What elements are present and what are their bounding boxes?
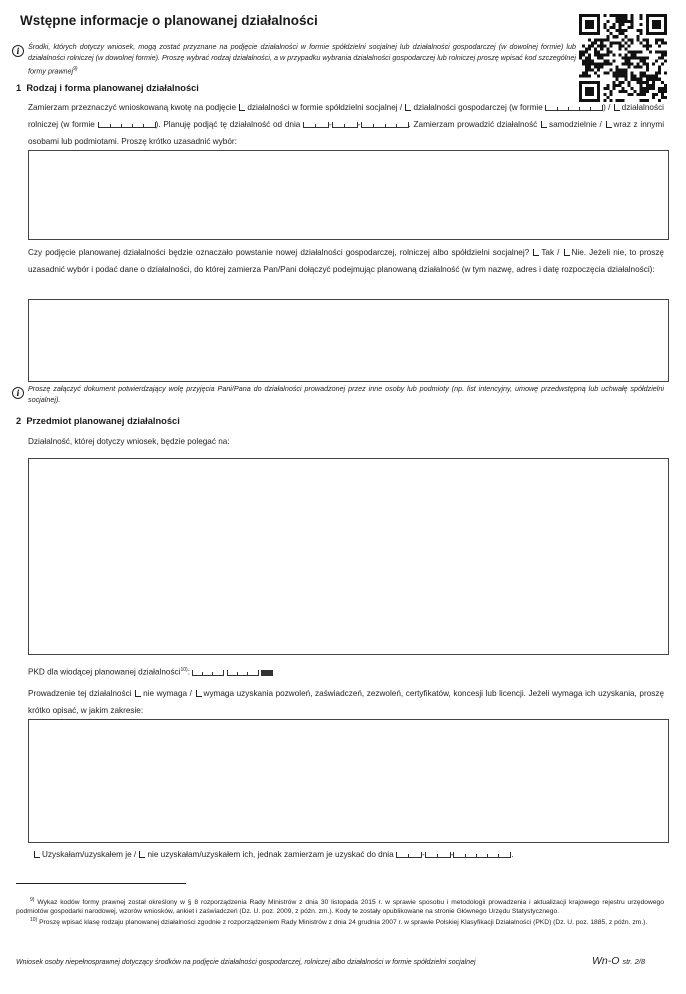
text: Prowadzenie tej działalności [28,689,132,698]
start-date-day-field[interactable] [303,122,329,128]
text: ). Planuję podjąć tę działalność od dnia [155,120,301,129]
section-2-paragraph-3: Uzyskałam/uzyskałem je / nie uzyskałam/uzyskałem ich, jednak zamierzam je uzyskać do dnia - - . [33,846,514,863]
checkbox-independently[interactable] [541,121,547,128]
intro-note-text: Środki, których dotyczy wniosek, mogą zostać przyznane na podjęcie działalności w formie spółdzielni socjalnej lub działalności gospodarczej (w dowolnej formie) lub działalności rolniczej (w dowolnej formie). Proszę wybrać rodzaj działalności, a w przypadku wybrania działalności gospodarczej lub rolniczej proszę wpisać kod szczególnej formy prawnej [28,42,576,75]
qr-code [579,14,667,102]
obtain-date-year-field[interactable] [453,852,511,858]
pkd-code-field-2[interactable] [227,670,259,676]
checkbox-with-others[interactable] [606,121,612,128]
checkbox-agricultural[interactable] [614,104,620,111]
footnote-ref: 9) [73,65,78,72]
info-circle-icon: i [12,45,24,57]
section-2-heading [16,416,180,426]
option-label: działalności rolniczej (w formie [28,103,664,129]
info-circle-icon: i [12,387,24,399]
footnote-9 [16,896,664,916]
text: ) / [603,103,611,112]
footnotes [16,896,664,927]
option-label: działalności w formie spółdzielni socjalnej / [247,103,403,112]
section-1-paragraph-2 [28,244,664,278]
checkbox-required[interactable] [196,690,202,697]
option-label: Nie. [571,248,587,257]
permits-description-textbox[interactable] [28,719,669,843]
text: Zamierzam przeznaczyć wnioskowaną kwotę na podjęcie [28,103,237,112]
activity-description-textbox[interactable] [28,458,669,655]
attachment-note: Proszę załączyć dokument potwierdzający wolę przyjęcia Pani/Pana do działalności prowadzonej przez inne osoby lub podmioty (np. list intencyjny, umowę przedwstępną lub uchwałę spółdzielni socjalnej). [28,384,664,404]
footnote-text: Proszę wpisać klasę rodzaju planowanej działalności zgodnie z rozporządzeniem Rady Ministrów z dnia 24 grudnia 2007 r. w sprawie Polskiej Klasyfikacji Działalności (PKD) (Dz. U. poz. 1885, z późn. zm.). [39,919,648,927]
start-date-year-field[interactable] [361,122,409,128]
section-number: 2 [16,416,22,426]
obtain-date-month-field[interactable] [425,852,451,858]
section-title: Przedmiot planowanej działalności [26,416,180,426]
pkd-row: PKD dla wiodącej planowanej działalności$^{10)}$: [28,662,273,681]
page-number: str. 2/8 [622,957,645,966]
option-label: działalności gospodarczej (w formie [413,103,543,112]
checkbox-business[interactable] [405,104,411,111]
option-label: Uzyskałam/uzyskałem je / [42,850,137,859]
question-text: Czy podjęcie planowanej działalności będzie oznaczało powstanie nowej działalności gospodarczej, rolniczej albo spółdzielni socjalnej? [28,248,530,257]
section-title: Rodzaj i forma planowanej działalności [26,83,199,93]
obtain-date-day-field[interactable] [396,852,422,858]
option-label: wraz z innymi osobami lub podmiotami. Proszę krótko uzasadnić wybór: [28,120,665,146]
form-code: Wn-O [592,955,620,967]
checkbox-not-obtained[interactable] [139,851,145,858]
checkbox-obtained[interactable] [34,851,40,858]
footnote-divider [16,883,186,884]
section-1-heading [16,83,199,93]
legal-form-code-field-business[interactable] [545,105,603,111]
existing-business-details-textbox[interactable] [28,299,669,382]
page-identifier [592,955,645,967]
checkbox-cooperative[interactable] [239,104,245,111]
text: Jeżeli nie, to proszę uzasadnić wybór i podać dane o działalności, do której zamierza Pan/Pani dołączyć podejmując planowaną działalność (w tym nazwę, adres i datę rozpoczęcia działalności): [28,248,664,274]
section-2-paragraph-2 [28,685,664,719]
footnote-text: Wykaz kodów formy prawnej został określony w § 8 rozporządzenia Rady Ministrów z dnia 30 listopada 2015 r. w sprawie sposobu i metodologii prowadzenia i aktualizacji krajowego rejestru urzędowego podmiotów gospodarki narodowej, wzorów wniosków, ankiet i zaświadczeń (Dz. U. poz. 2009, z późn. zm.). Kody te zostały opublikowane na stronie Głównego Urzędu Statystycznego. [16,899,664,916]
footnote-ref: 10) [180,667,188,673]
option-label: Tak / [541,248,560,257]
checkbox-not-required[interactable] [135,690,141,697]
pkd-code-field-3[interactable] [261,670,273,676]
text: . Zamierzam prowadzić działalność [408,120,538,129]
pkd-label: PKD dla wiodącej planowanej działalności [28,667,181,677]
option-label: samodzielnie / [549,120,602,129]
footer-form-title: Wniosek osoby niepełnosprawnej dotyczący środków na podjęcie działalności gospodarczej, rolniczej albo działalności w formie spółdzielni socjalnej [16,959,476,966]
section-1-paragraph-1: Zamierzam przeznaczyć wnioskowaną kwotę na podjęcie działalności w formie spółdzielni socjalnej / działalności gospodarczej (w formie ) / działalności rolniczej (w formie ). Planuję podjąć tę działalność od dnia - - . Zamierzam prowadzić działalność samodzielnie / wraz z innymi osobami lub podmiotami. Proszę krótko uzasadnić wybór: [28,103,665,146]
page-title: Wstępne informacje o planowanej działalności [20,13,318,28]
section-number: 1 [16,83,22,93]
checkbox-no[interactable] [564,249,570,256]
footnote-mark: 10) [30,917,38,924]
footnote-mark: 9) [30,897,35,903]
option-label: nie wymaga / [143,689,192,698]
activity-description-label: Działalność, której dotyczy wniosek, będzie polegać na: [28,437,230,446]
justification-textbox[interactable] [28,150,669,240]
intro-note [28,42,576,77]
option-label: wymaga uzyskania pozwoleń, zaświadczeń, zezwoleń, certyfikatów, koncesji lub licencji. Jeżeli wymaga ich uzyskania, proszę krótko opisać, w jakim zakresie: [28,689,664,715]
checkbox-yes[interactable] [533,249,539,256]
option-label: nie uzyskałam/uzyskałem ich, jednak zamierzam je uzyskać do dnia [147,850,394,859]
pkd-code-field-1[interactable] [192,670,224,676]
footnote-10 [16,916,664,927]
start-date-month-field[interactable] [332,122,358,128]
legal-form-code-field-agricultural[interactable] [98,122,156,128]
